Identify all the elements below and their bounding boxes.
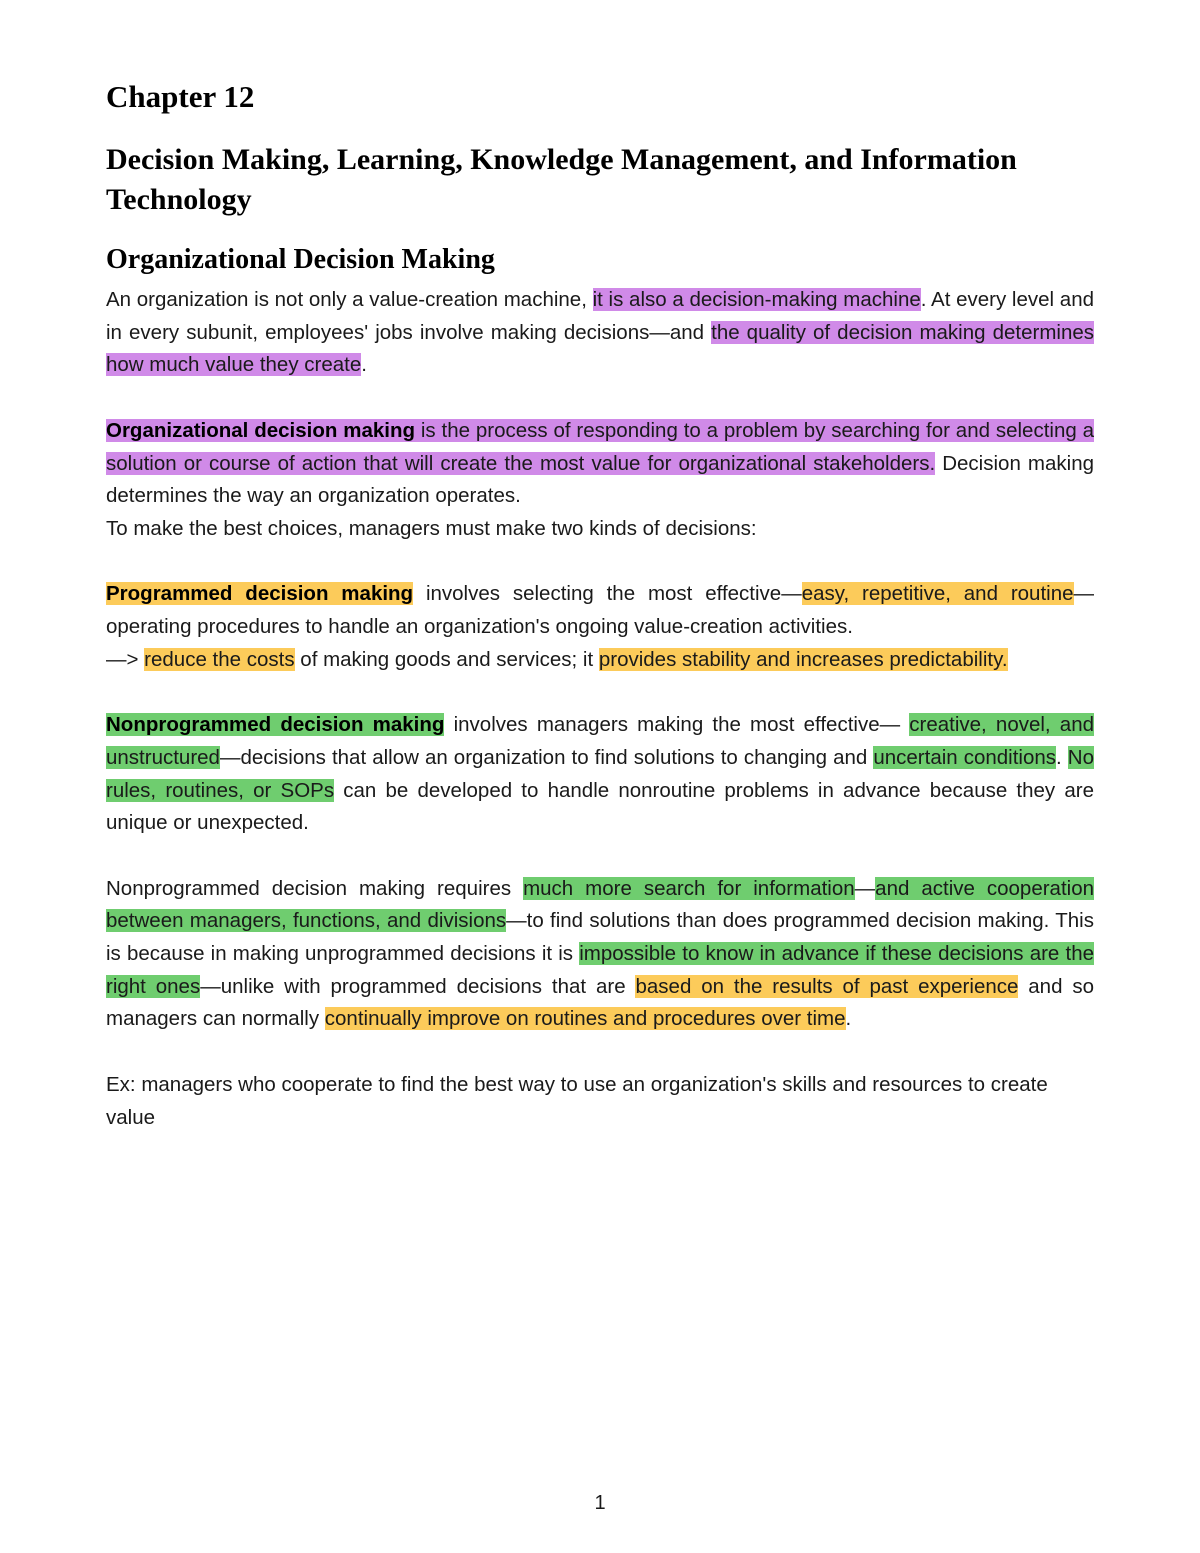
section-title: Organizational Decision Making [106,244,495,275]
text-run: . At every level and in every subunit, employees' jobs involve making decisions—and [106,288,1094,344]
text-run: —to find solutions than does programmed decision making. This is because in making unprogrammed decisions it is [106,909,1094,965]
paragraph-nonprogrammed [106,709,1094,840]
paragraph-nonprogrammed-requirements [106,873,1094,1037]
highlight-orange: based on the results of past experience [635,974,1019,998]
highlight-green: much more search for information [523,876,855,900]
text-run: involves managers making the most effective— [444,713,910,737]
highlight-purple: the quality of decision making determines how much value they create [106,320,1095,377]
paragraph-intro [106,284,1094,382]
chapter-subtitle: Decision Making, Learning, Knowledge Management, and Information Technology [106,143,1017,216]
highlight-green: and active cooperation between managers, functions, and divisions [106,876,1095,933]
text-run: Nonprogrammed decision making requires [106,876,524,900]
highlight-orange: continually improve on routines and procedures over time [324,1007,846,1031]
term-organizational-decision-making: Organizational decision making [106,418,416,442]
paragraph-programmed [106,578,1094,643]
highlight-purple: is the process of responding to a problem by searching for and selecting a solution or course of action that will create the most value for organizational stakeholders. [106,418,1095,475]
arrow-text: —> [106,647,145,671]
highlight-green: impossible to know in advance if these decisions are the right ones [106,942,1094,998]
text-run: and so managers can normally [106,974,1095,1031]
highlight-orange: reduce the costs [144,647,295,671]
text-run: . [845,1007,852,1031]
page-number: 1 [594,1492,606,1514]
chapter-title: Chapter 12 [106,79,255,114]
text-run: . [1056,745,1068,769]
highlight-purple: it is also a decision-making machine [592,288,921,311]
highlight-green: No rules, routines, or SOPs [106,745,1094,802]
text-run: of making goods and services; it [294,647,599,671]
text-run: An organization is not only a value-creation machine, [106,288,593,311]
paragraph-two-kinds: To make the best choices, managers must make two kinds of decisions: [106,516,757,540]
highlight-green: creative, novel, and unstructured [106,713,1094,769]
text-run: can be developed to handle nonroutine problems in advance because they are unique or unexpected. [106,778,1094,835]
text-run: — [854,876,876,900]
paragraph-programmed-result [106,644,1094,677]
text-run: . [361,353,367,377]
term-nonprogrammed-decision-making: Nonprogrammed decision making [106,713,445,737]
highlight-orange: easy, repetitive, and routine [801,582,1074,606]
term-programmed-decision-making: Programmed decision making [106,582,414,606]
paragraph-definition [106,415,1094,513]
text-run: Decision making determines the way an organization operates. [106,451,1094,508]
text-run: —decisions that allow an organization to find solutions to changing and [219,745,874,769]
page-content [106,78,1094,1134]
highlight-orange: provides stability and increases predictability. [598,647,1008,671]
text-run: involves selecting the most effective— [413,582,802,606]
paragraph-example: Ex: managers who cooperate to find the best way to use an organization's skills and resources to create value [106,1072,1048,1129]
text-run: —unlike with programmed decisions that are [200,974,636,998]
text-run: —operating procedures to handle an organization's ongoing value-creation activities. [106,582,1095,638]
highlight-green: uncertain conditions [873,745,1057,769]
